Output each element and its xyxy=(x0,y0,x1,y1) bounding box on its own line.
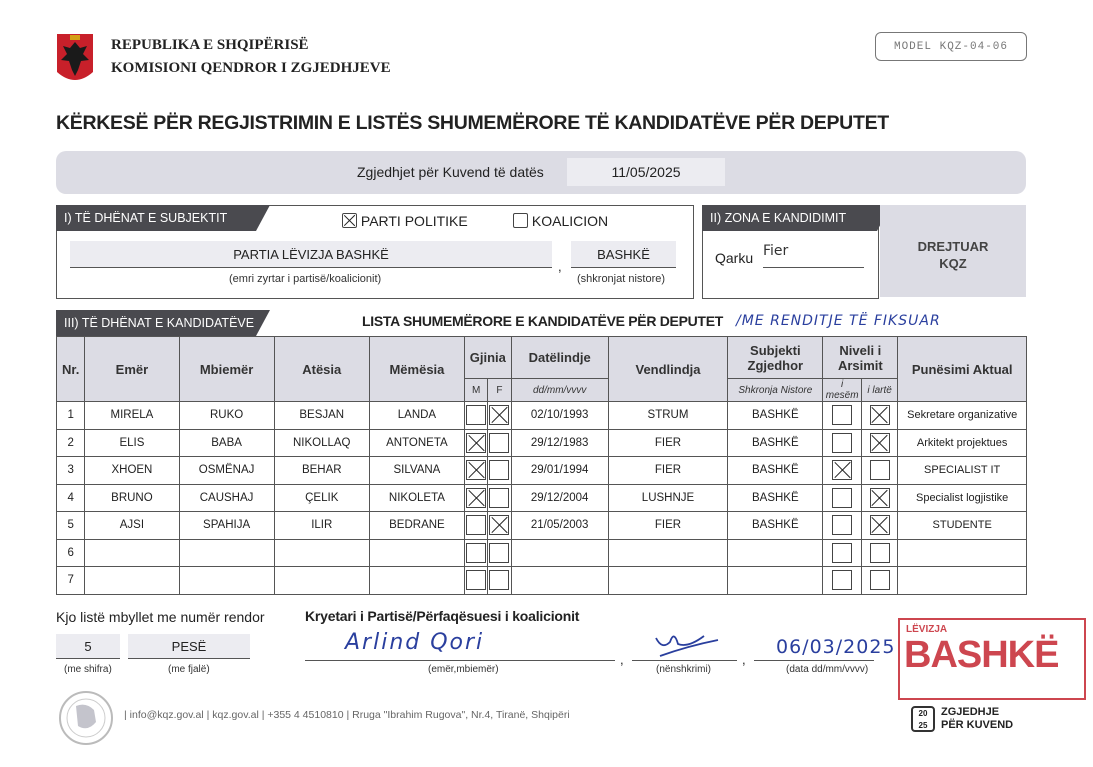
gender-m-checkbox[interactable] xyxy=(466,543,486,563)
cell-father[interactable] xyxy=(274,539,369,567)
edu-mid-checkbox[interactable] xyxy=(832,460,852,480)
zone-heading: II) ZONA E KANDIDIMIT xyxy=(702,205,877,231)
cell-father[interactable]: ÇELIK xyxy=(274,484,369,512)
edu-high-cell xyxy=(861,567,897,595)
gender-m-cell xyxy=(465,512,488,540)
cell-nr[interactable]: 1 xyxy=(57,402,85,430)
coalition-option-label: KOALICION xyxy=(531,213,609,229)
col-education-l1: Niveli i xyxy=(839,342,882,358)
gender-f-cell xyxy=(488,484,511,512)
party-stamp xyxy=(898,618,1086,700)
comma-2: , xyxy=(742,652,746,667)
cell-surname[interactable]: BABA xyxy=(179,429,274,457)
edu-mid-cell xyxy=(823,484,861,512)
edu-mid-cell xyxy=(823,402,861,430)
cell-dob[interactable]: 29/01/1994 xyxy=(511,457,608,485)
cell-nr[interactable]: 3 xyxy=(57,457,85,485)
gender-f-checkbox[interactable] xyxy=(489,543,509,563)
gender-f-checkbox[interactable] xyxy=(489,460,509,480)
edu-mid-checkbox[interactable] xyxy=(832,515,852,535)
cell-birthplace[interactable]: LUSHNJE xyxy=(608,484,727,512)
cell-birthplace[interactable]: FIER xyxy=(608,429,727,457)
cell-surname[interactable]: OSMËNAJ xyxy=(179,457,274,485)
col-subject xyxy=(728,337,823,379)
edu-high-cell xyxy=(861,402,897,430)
badge-top: 20 xyxy=(918,709,928,718)
gender-f-cell xyxy=(488,539,511,567)
cell-name[interactable] xyxy=(85,567,179,595)
gender-m-checkbox[interactable] xyxy=(466,460,486,480)
edu-high-cell xyxy=(861,457,897,485)
party-option[interactable] xyxy=(342,213,468,229)
cell-father[interactable]: ILIR xyxy=(274,512,369,540)
gender-f-checkbox[interactable] xyxy=(489,433,509,453)
gender-f-checkbox[interactable] xyxy=(489,515,509,535)
footer-contact: | info@kqz.gov.al | kqz.gov.al | +355 4 4510810 | Rruga "Ibrahim Rugova", Nr.4, Tiranë, Shqipëri xyxy=(124,709,570,721)
col-name: Emër xyxy=(85,337,179,402)
cell-mother[interactable]: SILVANA xyxy=(369,457,464,485)
cell-dob[interactable]: 21/05/2003 xyxy=(511,512,608,540)
gender-f-cell xyxy=(488,429,511,457)
cell-name[interactable]: BRUNO xyxy=(85,484,179,512)
cell-job[interactable] xyxy=(898,567,1027,595)
col-gender-f: F xyxy=(488,379,511,402)
party-name-caption: (emri zyrtar i partisë/koalicionit) xyxy=(229,273,382,285)
cell-surname[interactable]: RUKO xyxy=(179,402,274,430)
date-caption: (data dd/mm/vvvv) xyxy=(786,664,869,675)
gender-m-cell xyxy=(465,402,488,430)
election-label: Zgjedhjet për Kuvend të datës xyxy=(357,164,544,180)
cell-nr[interactable]: 4 xyxy=(57,484,85,512)
cell-surname[interactable]: CAUSHAJ xyxy=(179,484,274,512)
col-subject-l2: Zgjedhor xyxy=(747,357,804,373)
edu-high-checkbox[interactable] xyxy=(870,433,890,453)
cell-mother[interactable] xyxy=(369,567,464,595)
table-row xyxy=(57,457,1027,485)
cell-mother[interactable] xyxy=(369,539,464,567)
cell-subject[interactable] xyxy=(728,567,823,595)
comma-separator: , xyxy=(558,259,562,274)
cell-subject[interactable] xyxy=(728,539,823,567)
cell-surname[interactable]: SPAHIJA xyxy=(179,512,274,540)
cell-subject[interactable]: BASHKË xyxy=(728,512,823,540)
col-dob-format: dd/mm/vvvv xyxy=(511,379,608,402)
edu-high-checkbox[interactable] xyxy=(870,570,890,590)
party-option-label: PARTI POLITIKE xyxy=(360,213,468,229)
edu-mid-cell xyxy=(823,457,861,485)
closing-words-field[interactable]: PESË xyxy=(128,634,250,659)
col-gender-m: M xyxy=(465,379,488,402)
cell-mother[interactable]: LANDA xyxy=(369,402,464,430)
cell-name[interactable] xyxy=(85,539,179,567)
cell-birthplace[interactable]: STRUM xyxy=(608,402,727,430)
cell-subject[interactable]: BASHKË xyxy=(728,457,823,485)
albanian-emblem-icon xyxy=(56,32,94,86)
cell-subject[interactable]: BASHKË xyxy=(728,484,823,512)
gender-f-checkbox[interactable] xyxy=(489,488,509,508)
edu-high-cell xyxy=(861,512,897,540)
col-gender: Gjinia xyxy=(465,337,512,379)
edu-high-checkbox[interactable] xyxy=(870,543,890,563)
date-line xyxy=(754,660,874,661)
republic-name: REPUBLIKA E SHQIPËRISË xyxy=(111,37,309,53)
col-surname: Mbiemër xyxy=(179,337,274,402)
cell-father[interactable]: BEHAR xyxy=(274,457,369,485)
stamp-small-text: LËVIZJA xyxy=(906,624,948,635)
gender-f-cell xyxy=(488,402,511,430)
election-brand-l2: PËR KUVEND xyxy=(941,719,1014,731)
col-education xyxy=(823,337,898,379)
badge-bottom: 25 xyxy=(918,721,928,730)
col-nr: Nr. xyxy=(57,337,85,402)
handwritten-note: /ME RENDITJE TË FIKSUAR xyxy=(736,313,941,329)
gender-m-cell xyxy=(465,484,488,512)
closing-words-caption: (me fjalë) xyxy=(168,664,210,675)
commission-name: KOMISIONI QENDROR I ZGJEDHJEVE xyxy=(111,60,391,76)
closing-number-caption: (me shifra) xyxy=(64,664,112,675)
cell-father[interactable]: NIKOLLAQ xyxy=(274,429,369,457)
edu-mid-cell xyxy=(823,539,861,567)
col-education-l2: Arsimit xyxy=(837,357,883,373)
edu-high-checkbox[interactable] xyxy=(870,460,890,480)
col-job: Punësimi Aktual xyxy=(898,337,1027,402)
gender-f-checkbox[interactable] xyxy=(489,405,509,425)
cell-nr[interactable]: 5 xyxy=(57,512,85,540)
cell-mother[interactable]: BEDRANE xyxy=(369,512,464,540)
cell-dob[interactable]: 29/12/1983 xyxy=(511,429,608,457)
cell-birthplace[interactable] xyxy=(608,539,727,567)
table-row xyxy=(57,484,1027,512)
zone-label: Qarku xyxy=(715,250,754,266)
cell-subject[interactable]: BASHKË xyxy=(728,402,823,430)
directorate-line1: DREJTUAR xyxy=(917,239,989,254)
cell-nr[interactable]: 6 xyxy=(57,539,85,567)
closing-number-field[interactable]: 5 xyxy=(56,634,120,659)
gender-m-checkbox[interactable] xyxy=(466,405,486,425)
name-line xyxy=(305,660,615,661)
election-brand xyxy=(941,706,1013,732)
col-dob: Datëlindje xyxy=(511,337,608,379)
directorate-line2: KQZ xyxy=(939,256,967,271)
edu-mid-checkbox[interactable] xyxy=(832,570,852,590)
kqz-seal-icon xyxy=(56,690,116,746)
cell-birthplace[interactable]: FIER xyxy=(608,457,727,485)
cell-mother[interactable]: NIKOLETA xyxy=(369,484,464,512)
gender-m-checkbox[interactable] xyxy=(466,570,486,590)
comma-1: , xyxy=(620,652,624,667)
party-checkbox[interactable] xyxy=(342,213,357,228)
edu-mid-cell xyxy=(823,567,861,595)
zone-value-field[interactable]: Fier xyxy=(763,243,864,268)
cell-job[interactable]: SPECIALIST IT xyxy=(898,457,1027,485)
table-row xyxy=(57,429,1027,457)
cell-dob[interactable] xyxy=(511,539,608,567)
party-name-field[interactable]: PARTIA LËVIZJA BASHKË xyxy=(70,241,552,268)
directorate-text xyxy=(880,238,1026,272)
gender-m-checkbox[interactable] xyxy=(466,488,486,508)
col-subject-l1: Subjekti xyxy=(750,342,801,358)
election-brand-l1: ZGJEDHJE xyxy=(941,706,1000,718)
col-subject-sub: Shkronja Nistore xyxy=(728,379,823,402)
signatory-name[interactable]: Arlind Qori xyxy=(345,630,485,655)
subject-heading: I) TË DHËNAT E SUBJEKTIT xyxy=(56,205,256,231)
edu-high-cell xyxy=(861,429,897,457)
gender-f-checkbox[interactable] xyxy=(489,570,509,590)
signature-scribble-icon[interactable] xyxy=(648,622,728,662)
cell-father[interactable] xyxy=(274,567,369,595)
cell-dob[interactable]: 02/10/1993 xyxy=(511,402,608,430)
edu-high-checkbox[interactable] xyxy=(870,515,890,535)
col-father: Atësia xyxy=(274,337,369,402)
cell-job[interactable]: STUDENTE xyxy=(898,512,1027,540)
party-abbr-field[interactable]: BASHKË xyxy=(571,241,676,268)
edu-mid-checkbox[interactable] xyxy=(832,433,852,453)
cell-subject[interactable]: BASHKË xyxy=(728,429,823,457)
edu-mid-checkbox[interactable] xyxy=(832,405,852,425)
cell-birthplace[interactable]: FIER xyxy=(608,512,727,540)
cell-nr[interactable]: 2 xyxy=(57,429,85,457)
edu-high-cell xyxy=(861,484,897,512)
col-edu-high: i lartë xyxy=(861,379,897,402)
table-row xyxy=(57,539,1027,567)
gender-m-cell xyxy=(465,429,488,457)
candidates-heading: III) TË DHËNAT E KANDIDATËVE xyxy=(56,310,256,336)
model-code: MODEL KQZ-04-06 xyxy=(875,32,1027,61)
gender-f-cell xyxy=(488,567,511,595)
gender-m-cell xyxy=(465,539,488,567)
signature-date[interactable]: 06/03/2025 xyxy=(776,636,896,658)
cell-father[interactable]: BESJAN xyxy=(274,402,369,430)
cell-nr[interactable]: 7 xyxy=(57,567,85,595)
gender-m-cell xyxy=(465,457,488,485)
page-title: KËRKESË PËR REGJISTRIMIN E LISTËS SHUMEMËRORE TË KANDIDATËVE PËR DEPUTET xyxy=(56,112,889,134)
cell-mother[interactable]: ANTONETA xyxy=(369,429,464,457)
edu-high-checkbox[interactable] xyxy=(870,405,890,425)
edu-high-cell xyxy=(861,539,897,567)
cell-job[interactable]: Specialist logjistike xyxy=(898,484,1027,512)
table-row xyxy=(57,512,1027,540)
coalition-checkbox[interactable] xyxy=(513,213,528,228)
gender-m-cell xyxy=(465,567,488,595)
cell-job[interactable] xyxy=(898,539,1027,567)
sign-caption: (nënshkrimi) xyxy=(656,664,712,675)
signature-label: Kryetari i Partisë/Përfaqësuesi i koalicionit xyxy=(305,608,580,624)
cell-job[interactable]: Arkitekt projektues xyxy=(898,429,1027,457)
candidates-table xyxy=(56,336,1027,595)
edu-mid-cell xyxy=(823,429,861,457)
election-date-field[interactable]: 11/05/2025 xyxy=(567,158,725,186)
edu-high-checkbox[interactable] xyxy=(870,488,890,508)
name-caption: (emër,mbiemër) xyxy=(428,664,499,675)
election-year-badge xyxy=(911,706,935,732)
cell-name[interactable]: AJSI xyxy=(85,512,179,540)
cell-name[interactable]: XHOEN xyxy=(85,457,179,485)
cell-name[interactable]: ELIS xyxy=(85,429,179,457)
cell-dob[interactable]: 29/12/2004 xyxy=(511,484,608,512)
stamp-big-text: BASHKË xyxy=(904,634,1059,676)
list-title: LISTA SHUMEMËRORE E KANDIDATËVE PËR DEPUTET xyxy=(362,313,723,329)
cell-surname[interactable] xyxy=(179,567,274,595)
col-birthplace: Vendlindja xyxy=(608,337,727,402)
gender-m-checkbox[interactable] xyxy=(466,433,486,453)
gender-f-cell xyxy=(488,457,511,485)
gender-m-checkbox[interactable] xyxy=(466,515,486,535)
coalition-option[interactable] xyxy=(513,213,608,229)
cell-surname[interactable] xyxy=(179,539,274,567)
edu-mid-checkbox[interactable] xyxy=(832,543,852,563)
edu-mid-cell xyxy=(823,512,861,540)
col-edu-mid: i mesëm xyxy=(823,379,861,402)
cell-job[interactable]: Sekretare organizative xyxy=(898,402,1027,430)
closing-label: Kjo listë mbyllet me numër rendor xyxy=(56,609,265,625)
gender-f-cell xyxy=(488,512,511,540)
edu-mid-checkbox[interactable] xyxy=(832,488,852,508)
col-mother: Mëmësia xyxy=(369,337,464,402)
cell-name[interactable]: MIRELA xyxy=(85,402,179,430)
table-row xyxy=(57,402,1027,430)
table-row xyxy=(57,567,1027,595)
cell-birthplace[interactable] xyxy=(608,567,727,595)
cell-dob[interactable] xyxy=(511,567,608,595)
party-abbr-caption: (shkronjat nistore) xyxy=(577,273,666,285)
